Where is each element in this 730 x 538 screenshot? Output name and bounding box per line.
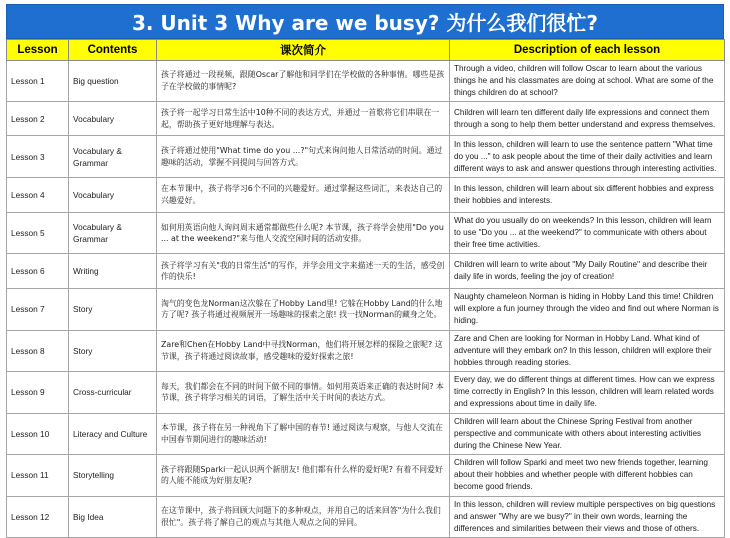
lesson-description: Children will learn to write about "My Daily Routine" and describe their daily life in words, feeling the joy of creation! [450,254,725,289]
lesson-description: Zare and Chen are looking for Norman in Hobby Land. What kind of adventure will they embark on? In this lesson, children will explore their hobbies through reading stories. [450,330,725,372]
table-row [7,101,725,136]
lesson-number: Lesson 9 [7,372,69,414]
lesson-number: Lesson 3 [7,136,69,178]
lesson-content: Literacy and Culture [69,413,157,455]
table-row [7,413,725,455]
lesson-content: Big Idea [69,496,157,538]
header-contents: Contents [69,40,157,61]
table-row [7,254,725,289]
table-row [7,289,725,331]
lesson-content: Writing [69,254,157,289]
lesson-number: Lesson 5 [7,212,69,254]
table-row [7,212,725,254]
table-row [7,455,725,497]
lesson-content: Big question [69,61,157,102]
lesson-intro-cn: 淘气的变色龙Norman这次躲在了Hobby Land里! 它躲在Hobby Land的什么地方了呢? 孩子将通过视频展开一场趣味的探索之旅! 找一找Norman的藏身之处。 [157,289,450,331]
lesson-intro-cn: 孩子将通过使用"What time do you ...?"句式来询问他人日常活动的时间。通过趣味的活动，掌握不同提问与回答方式。 [157,136,450,178]
lesson-content: Story [69,289,157,331]
lesson-description: Children will follow Sparki and meet two new friends together, learning about their hobbies and whether people with different hobbies can become good friends. [450,455,725,497]
lesson-number: Lesson 2 [7,101,69,136]
lesson-intro-cn: 孩子将学习有关"我的日常生活"的写作，并学会用文字来描述一天的生活，感受创作的快乐! [157,254,450,289]
table-header-row [7,40,725,61]
lesson-intro-cn: 孩子将通过一段视频，跟随Oscar了解他和同学们在学校做的各种事情。哪些是孩子在学校做的事情呢? [157,61,450,102]
lesson-intro-cn: 在本节课中，孩子将学习6个不同的兴趣爱好。通过掌握这些词汇，来表达自己的兴趣爱好。 [157,177,450,212]
lesson-description: In this lesson, children will learn to use the sentence pattern "What time do you ..." to ask people about the time of their daily activities and learn different ways to ask and answer questions through interesting activities. [450,136,725,178]
lesson-description: Every day, we do different things at different times. How can we express time correctly in English? In this lesson, children will learn related words and expressions about time in daily life. [450,372,725,414]
lesson-number: Lesson 11 [7,455,69,497]
lesson-intro-cn: 在这节课中，孩子将回顾大问题下的多种观点，并用自己的话来回答"为什么我们很忙"。孩子将了解自己的观点与其他人观点之间的异同。 [157,496,450,538]
lesson-content: Vocabulary & Grammar [69,136,157,178]
lesson-intro-cn: Zare和Chen在Hobby Land中寻找Norman，他们将开展怎样的探险之旅呢? 这节课，孩子将通过阅读故事，感受趣味的爱好探索之旅! [157,330,450,372]
lesson-plan-document [6,4,724,538]
lesson-content: Vocabulary & Grammar [69,212,157,254]
lesson-description: Through a video, children will follow Oscar to learn about the various things he and his classmates are doing at school. What are some of the things children do at school? [450,61,725,102]
lesson-content: Cross-curricular [69,372,157,414]
lesson-description: Children will learn ten different daily life expressions and connect them through a song to help them better understand and express themselves. [450,101,725,136]
lesson-number: Lesson 8 [7,330,69,372]
lesson-description: In this lesson, children will review multiple perspectives on big questions and answer "Why are we busy?" in their own words, learning the differences and similarities between their views and those of others. [450,496,725,538]
table-row [7,61,725,102]
table-row [7,372,725,414]
lesson-intro-cn: 孩子将一起学习日常生活中10种不同的表达方式，并通过一首歌将它们串联在一起，帮助孩子更好地理解与表达。 [157,101,450,136]
lesson-content: Vocabulary [69,177,157,212]
lesson-table [6,39,725,538]
lesson-description: In this lesson, children will learn about six different hobbies and express their hobbies and interests. [450,177,725,212]
header-intro-cn: 课次简介 [157,40,450,61]
table-row [7,496,725,538]
lesson-intro-cn: 本节课，孩子将在另一种视角下了解中国的春节! 通过阅读与观察，与他人交流在中国春节期间进行的趣味活动! [157,413,450,455]
lesson-number: Lesson 4 [7,177,69,212]
lesson-number: Lesson 12 [7,496,69,538]
unit-title: 3. Unit 3 Why are we busy? 为什么我们很忙? [6,4,724,39]
lesson-description: Naughty chameleon Norman is hiding in Hobby Land this time! Children will explore a fun journey through the video and find out where Norman is hiding. [450,289,725,331]
lesson-content: Vocabulary [69,101,157,136]
lesson-intro-cn: 每天，我们都会在不同的时间下做不同的事情。如何用英语来正确的表达时间? 本节课，孩子将学习相关的词语，了解生活中关于时间的表达方式。 [157,372,450,414]
lesson-number: Lesson 1 [7,61,69,102]
table-row [7,177,725,212]
lesson-description: Children will learn about the Chinese Spring Festival from another perspective and communicate with others about interesting activities during the Chinese New Year. [450,413,725,455]
header-description: Description of each lesson [450,40,725,61]
lesson-number: Lesson 10 [7,413,69,455]
table-row [7,136,725,178]
lesson-content: Story [69,330,157,372]
lesson-content: Storytelling [69,455,157,497]
header-lesson: Lesson [7,40,69,61]
table-row [7,330,725,372]
lesson-description: What do you usually do on weekends? In this lesson, children will learn to use "Do you ... at the weekend?" to communicate with others about their free time activities. [450,212,725,254]
lesson-number: Lesson 6 [7,254,69,289]
lesson-intro-cn: 如何用英语向他人询问周末通常都做些什么呢? 本节课，孩子将学会使用"Do you ... at the weekend?"来与他人交流空闲时间的活动安排。 [157,212,450,254]
lesson-number: Lesson 7 [7,289,69,331]
lesson-intro-cn: 孩子将跟随Sparki一起认识两个新朋友! 他们都有什么样的爱好呢? 有着不同爱好的人能不能成为好朋友呢? [157,455,450,497]
